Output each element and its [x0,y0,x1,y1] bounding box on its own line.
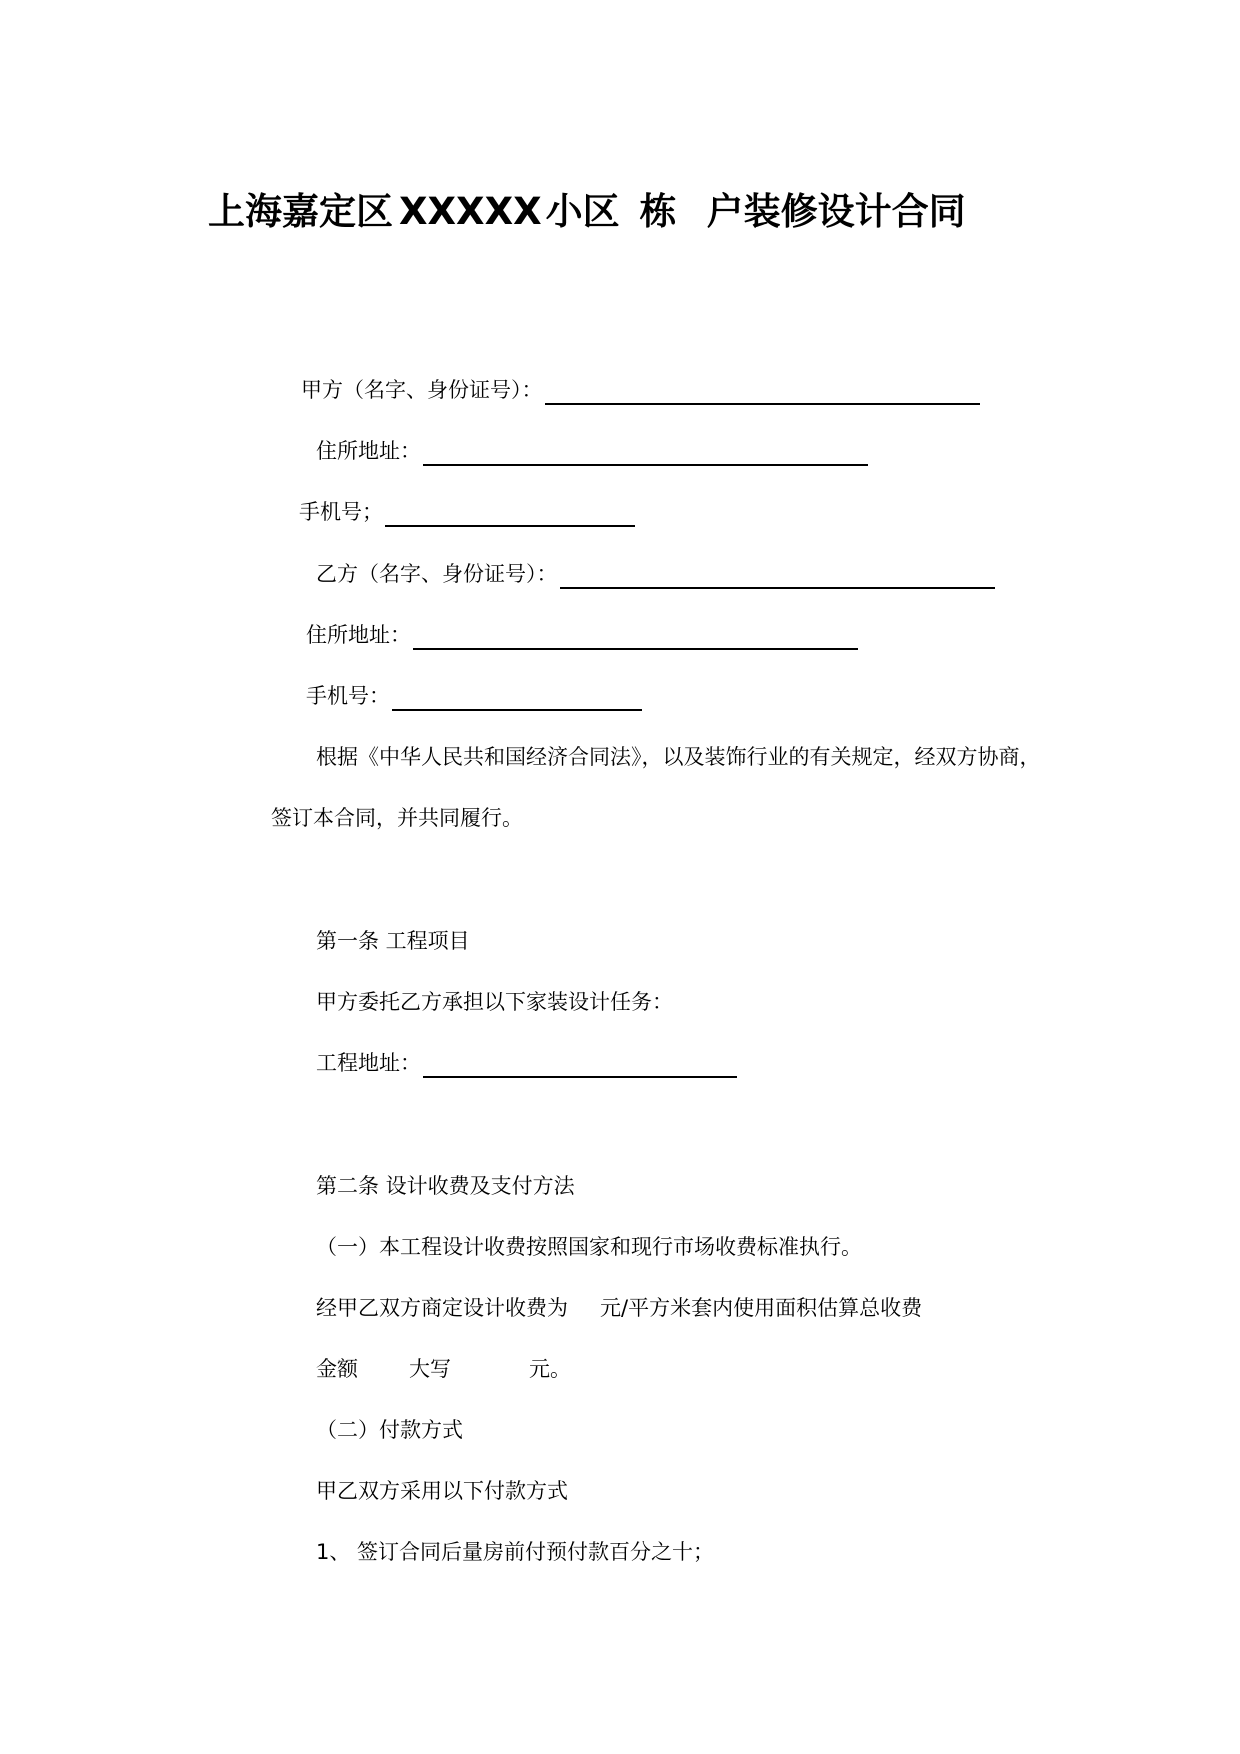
title-unit1: 栋 [639,190,677,233]
party-a-phone-field[interactable] [385,501,635,527]
fee-row [316,1293,922,1323]
party-a-phone-label: 手机号； [299,500,383,524]
project-address-row [316,1048,737,1078]
party-b-address-label: 住所地址： [306,623,411,647]
project-address-field[interactable] [423,1052,737,1078]
intro-line-1: 根据《中华人民共和国经济合同法》，以及装饰行业的有关规定，经双方协商， [316,745,1041,769]
article-2-clause-1: （一）本工程设计收费按照国家和现行市场收费标准执行。 [316,1235,862,1259]
party-a-address-field[interactable] [423,440,868,466]
title-part2: 小区 [545,190,620,233]
party-a-id-row [301,375,980,405]
payment-item-1: 1、 签订合同后量房前付预付款百分之十； [316,1540,715,1564]
amount-label: 金额 [316,1357,358,1381]
fee-text-b: 元/平方米套内使用面积估算总收费 [600,1296,923,1320]
party-a-id-field[interactable] [545,379,980,405]
party-a-address-row [316,436,868,466]
amount-row [316,1354,571,1384]
capital-label: 大写 [409,1357,451,1381]
party-b-id-label: 乙方（名字、身份证号）： [316,562,558,586]
party-b-id-row [316,559,995,589]
party-a-id-label: 甲方（名字、身份证号）： [301,378,543,402]
page-title [208,188,966,236]
party-b-phone-field[interactable] [392,685,642,711]
party-b-id-field[interactable] [560,563,995,589]
party-a-address-label: 住所地址： [316,439,421,463]
title-part1: 上海嘉定区 [208,190,393,233]
article-1-heading: 第一条 工程项目 [316,929,470,953]
project-address-label: 工程地址： [316,1051,421,1075]
party-b-phone-label: 手机号： [306,684,390,708]
party-b-address-field[interactable] [413,624,858,650]
article-1-text: 甲方委托乙方承担以下家装设计任务： [316,990,673,1014]
party-b-address-row [306,620,858,650]
intro-line-2: 签订本合同，并共同履行。 [271,806,523,830]
yuan-label: 元。 [529,1357,571,1381]
article-2-heading: 第二条 设计收费及支付方法 [316,1174,575,1198]
title-code: XXXXX [399,190,542,233]
party-b-phone-row [306,681,642,711]
fee-text-a: 经甲乙双方商定设计收费为 [316,1296,568,1320]
title-unit2: 户装修设计合同 [706,190,966,233]
party-a-phone-row [299,497,635,527]
article-2-clause-2: （二）付款方式 [316,1418,463,1442]
payment-intro: 甲乙双方采用以下付款方式 [316,1479,568,1503]
